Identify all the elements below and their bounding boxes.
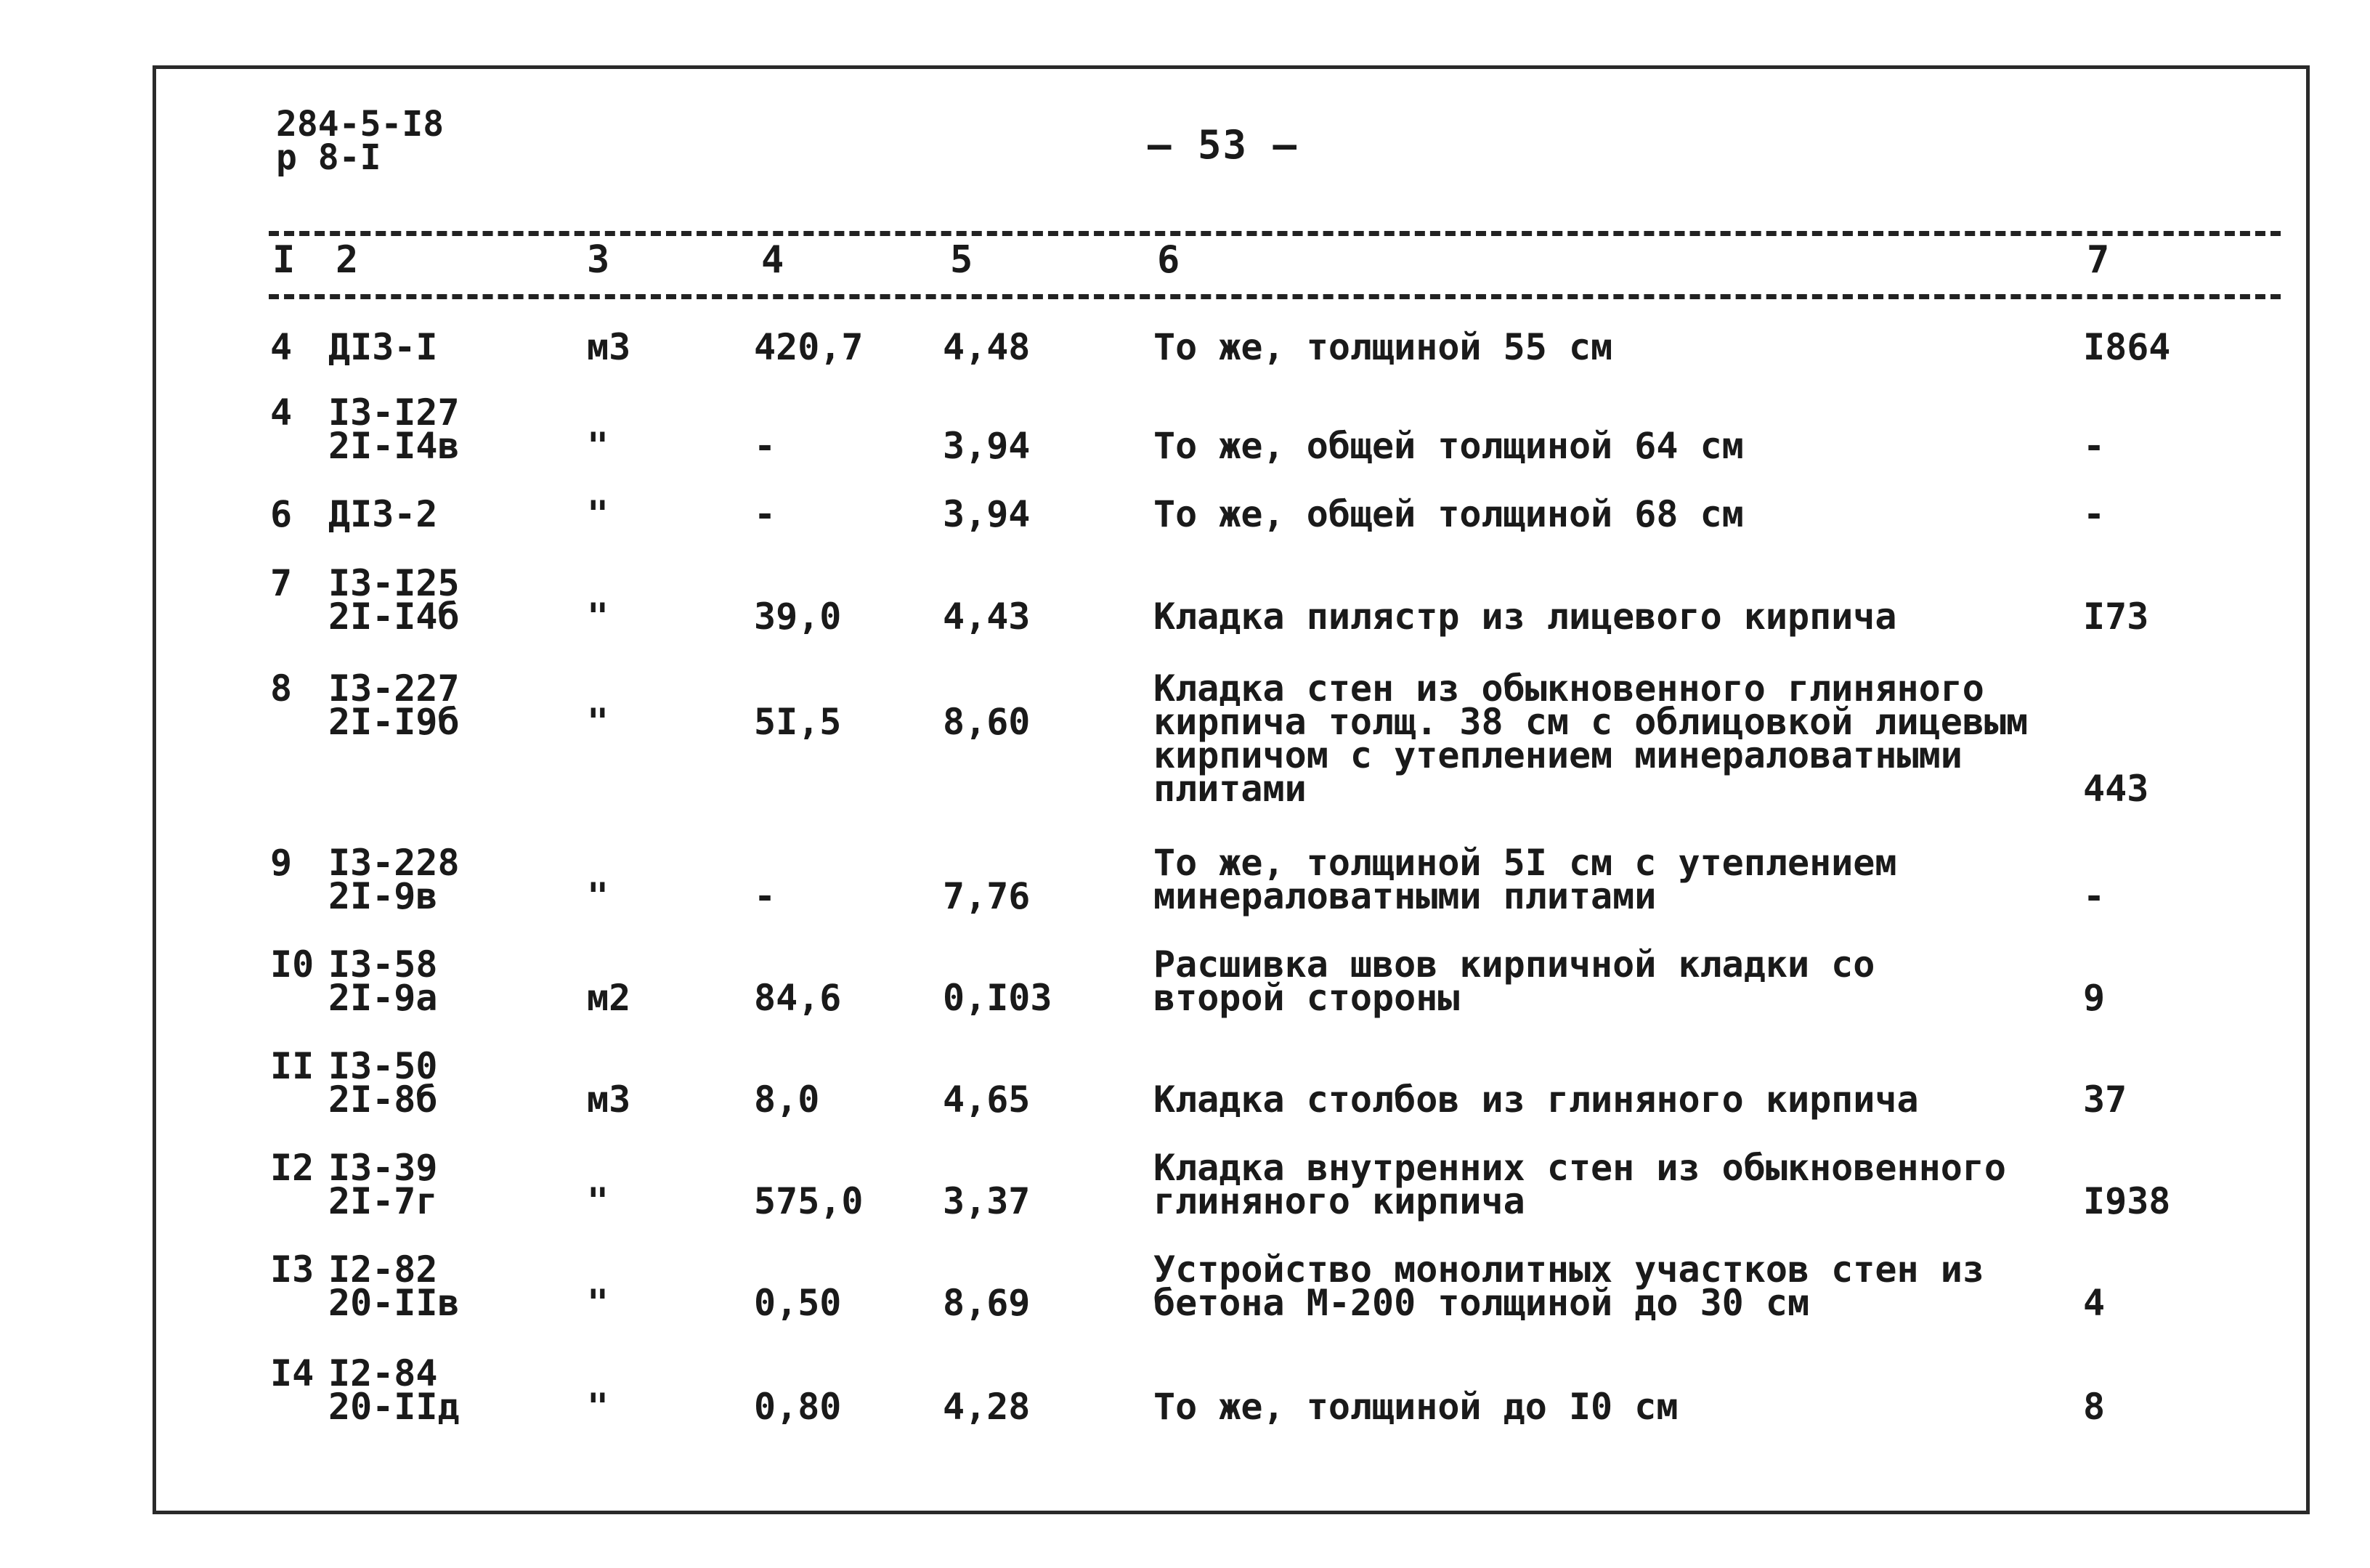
row-number: 8 — [270, 667, 293, 710]
row-code: I2-82 — [328, 1248, 438, 1291]
row-code: I3-I25 — [328, 562, 460, 604]
row-rate: 3,37 — [943, 1180, 1031, 1222]
row-code-secondary: 2I-I9б — [328, 701, 460, 743]
row-description-line: глиняного кирпича — [1153, 1180, 1525, 1222]
row-rate: 4,65 — [943, 1078, 1031, 1121]
row-code: I2-84 — [328, 1352, 438, 1394]
row-number: I2 — [270, 1147, 314, 1189]
row-total: 9 — [2083, 977, 2106, 1019]
row-number: II — [270, 1045, 314, 1087]
row-quantity: 0,50 — [754, 1282, 842, 1324]
row-total: - — [2083, 875, 2106, 917]
row-unit: " — [587, 1180, 609, 1222]
col-header-4: 4 — [761, 238, 784, 282]
row-total: 4 — [2083, 1282, 2106, 1324]
row-quantity: 39,0 — [754, 596, 842, 638]
row-description-line: Расшивка швов кирпичной кладки со — [1153, 943, 1875, 986]
row-number: I4 — [270, 1352, 314, 1394]
row-description: То же, толщиной 55 см — [1153, 326, 1613, 368]
row-quantity: 0,80 — [754, 1386, 842, 1428]
row-total: 443 — [2083, 768, 2149, 810]
row-code-secondary: 20-IIд — [328, 1386, 460, 1428]
row-rate: 8,60 — [943, 701, 1031, 743]
row-code-secondary: 2I-7г — [328, 1180, 438, 1222]
row-quantity: 5I,5 — [754, 701, 842, 743]
row-number: 4 — [270, 391, 293, 434]
row-rate: 3,94 — [943, 425, 1031, 467]
document-code-line1: 284-5-I8 — [276, 104, 445, 145]
row-description: Кладка столбов из глиняного кирпича — [1153, 1078, 1919, 1121]
row-code: I3-227 — [328, 667, 460, 710]
col-header-7: 7 — [2087, 238, 2110, 282]
row-unit: " — [587, 1282, 609, 1324]
row-number: 4 — [270, 326, 293, 368]
row-rate: 3,94 — [943, 493, 1031, 535]
row-code-secondary: 2I-9а — [328, 977, 438, 1019]
row-total: - — [2083, 493, 2106, 535]
row-code: I3-58 — [328, 943, 438, 986]
row-description: Кладка пилястр из лицевого кирпича — [1153, 596, 1897, 638]
row-quantity: - — [754, 875, 776, 917]
row-rate: 4,43 — [943, 596, 1031, 638]
row-unit: " — [587, 425, 609, 467]
col-header-1: I — [272, 238, 296, 282]
document-code-line2: р 8-I — [276, 137, 381, 178]
row-code: I3-228 — [328, 842, 460, 884]
row-description-line: минераловатными плитами — [1153, 875, 1657, 917]
row-unit: м2 — [587, 977, 631, 1019]
row-description-line: плитами — [1153, 768, 1307, 810]
row-quantity: - — [754, 425, 776, 467]
row-description-line: бетона М-200 толщиной до 30 см — [1153, 1282, 1810, 1324]
row-description: То же, общей толщиной 68 см — [1153, 493, 1744, 535]
row-total: 37 — [2083, 1078, 2127, 1121]
col-header-2: 2 — [336, 238, 359, 282]
row-code-secondary: 2I-9в — [328, 875, 438, 917]
row-code: ДI3-2 — [328, 493, 438, 535]
row-quantity: - — [754, 493, 776, 535]
row-total: 8 — [2083, 1386, 2106, 1428]
header-dash-bottom — [269, 294, 2281, 299]
row-description-line: второй стороны — [1153, 977, 1460, 1019]
row-description: То же, общей толщиной 64 см — [1153, 425, 1744, 467]
row-rate: 4,28 — [943, 1386, 1031, 1428]
row-unit: " — [587, 875, 609, 917]
row-code-secondary: 2I-I4б — [328, 596, 460, 638]
row-rate: 8,69 — [943, 1282, 1031, 1324]
row-code: I3-39 — [328, 1147, 438, 1189]
row-total: - — [2083, 425, 2106, 467]
row-quantity: 8,0 — [754, 1078, 820, 1121]
row-number: I0 — [270, 943, 314, 986]
row-description-line: Кладка стен из обыкновенного глиняного — [1153, 667, 1984, 710]
row-code: I3-50 — [328, 1045, 438, 1087]
col-header-3: 3 — [587, 238, 610, 282]
row-number: 7 — [270, 562, 293, 604]
header-dash-top — [269, 231, 2281, 236]
row-code: I3-I27 — [328, 391, 460, 434]
row-unit: м3 — [587, 1078, 631, 1121]
row-total: I73 — [2083, 596, 2149, 638]
row-description-line: кирпичом с утеплением минераловатными — [1153, 734, 1963, 776]
row-unit: " — [587, 701, 609, 743]
row-description-line: То же, толщиной 5I см с утеплением — [1153, 842, 1897, 884]
row-total: I938 — [2083, 1180, 2171, 1222]
row-code-secondary: 2I-I4в — [328, 425, 460, 467]
row-description-line: Кладка внутренних стен из обыкновенного — [1153, 1147, 2006, 1189]
row-number: 9 — [270, 842, 293, 884]
col-header-6: 6 — [1157, 238, 1180, 282]
page-number: — 53 — — [1148, 122, 1299, 168]
col-header-5: 5 — [950, 238, 973, 282]
row-total: I864 — [2083, 326, 2171, 368]
document-code — [276, 104, 445, 178]
row-unit: м3 — [587, 326, 631, 368]
row-description-line: Устройство монолитных участков стен из — [1153, 1248, 1984, 1291]
row-description: То же, толщиной до I0 см — [1153, 1386, 1679, 1428]
row-description-line: кирпича толщ. 38 см с облицовкой лицевым — [1153, 701, 2029, 743]
row-unit: " — [587, 493, 609, 535]
row-unit: " — [587, 1386, 609, 1428]
row-code: ДI3-I — [328, 326, 438, 368]
row-quantity: 575,0 — [754, 1180, 864, 1222]
row-unit: " — [587, 596, 609, 638]
row-rate: 0,I03 — [943, 977, 1052, 1019]
row-number: I3 — [270, 1248, 314, 1291]
row-quantity: 84,6 — [754, 977, 842, 1019]
row-rate: 4,48 — [943, 326, 1031, 368]
row-number: 6 — [270, 493, 293, 535]
row-quantity: 420,7 — [754, 326, 864, 368]
row-code-secondary: 20-IIв — [328, 1282, 460, 1324]
row-rate: 7,76 — [943, 875, 1031, 917]
row-code-secondary: 2I-8б — [328, 1078, 438, 1121]
